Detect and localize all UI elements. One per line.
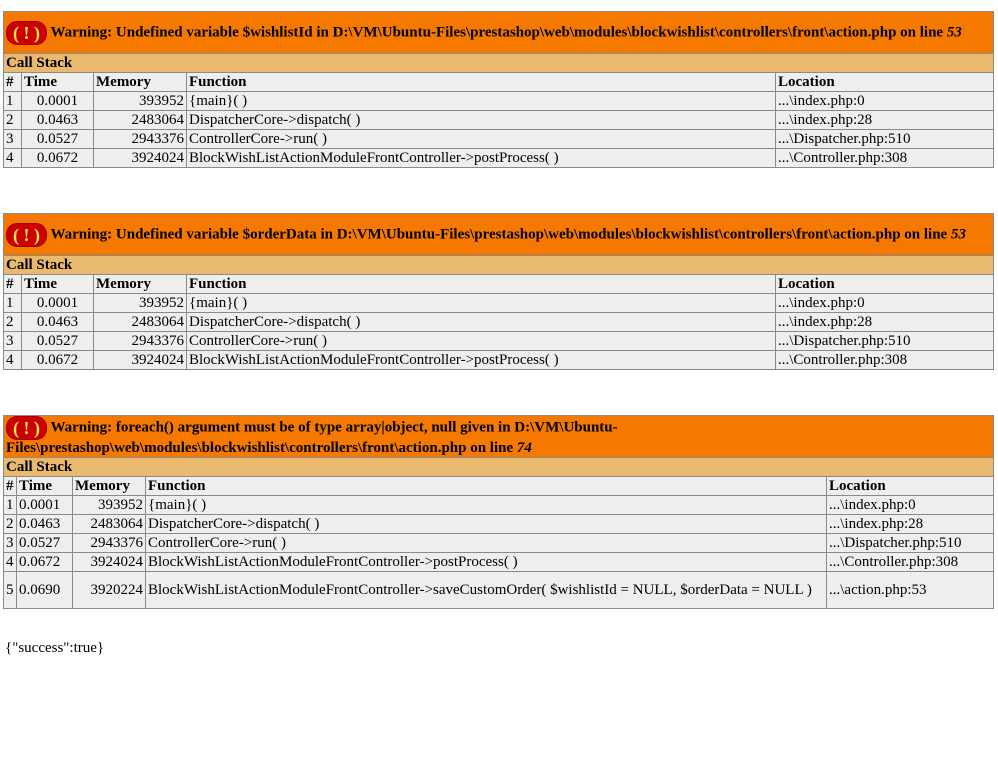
cell-location: ...\index.php:28 <box>776 313 994 332</box>
cell-time: 0.0001 <box>22 92 94 111</box>
error-line: 53 <box>950 225 966 242</box>
cell-function: {main}( ) <box>187 294 776 313</box>
cell-function: BlockWishListActionModuleFrontController->saveCustomOrder( $wishlistId = NULL, $orderData = NULL ) <box>146 572 827 609</box>
cell-function: ControllerCore->run( ) <box>146 534 827 553</box>
cell-time: 0.0527 <box>17 534 73 553</box>
cell-memory: 393952 <box>94 294 187 313</box>
cell-memory: 2483064 <box>73 515 146 534</box>
response-json-text: {"success":true} <box>5 640 105 656</box>
cell-memory: 3920224 <box>73 572 146 609</box>
error-message-2 <box>4 214 994 256</box>
cell-time: 0.0463 <box>22 313 94 332</box>
cell-location: ...\Controller.php:308 <box>776 149 994 168</box>
callstack-label: Call Stack <box>4 458 994 477</box>
cell-memory: 393952 <box>73 496 146 515</box>
cell-location: ...\index.php:0 <box>776 92 994 111</box>
col-header-num: # <box>4 477 17 496</box>
cell-function: DispatcherCore->dispatch( ) <box>187 313 776 332</box>
cell-num: 5 <box>4 572 17 609</box>
cell-function: ControllerCore->run( ) <box>187 332 776 351</box>
cell-memory: 2483064 <box>94 111 187 130</box>
cell-memory: 3924024 <box>73 553 146 572</box>
cell-num: 2 <box>4 515 17 534</box>
cell-time: 0.0672 <box>22 351 94 370</box>
error-text: Warning: foreach() argument must be of type array|object, null given in D:\VM\Ubuntu-Files\prestashop\web\modules\blockwishlist\controllers\front\action.php on line <box>6 419 618 456</box>
table-row <box>4 515 994 534</box>
col-header-location: Location <box>776 73 994 92</box>
warning-icon: ( ! ) <box>6 416 47 440</box>
col-header-location: Location <box>827 477 994 496</box>
cell-memory: 2943376 <box>73 534 146 553</box>
cell-memory: 3924024 <box>94 351 187 370</box>
cell-location: ...\Controller.php:308 <box>776 351 994 370</box>
cell-function: {main}( ) <box>187 92 776 111</box>
col-header-time: Time <box>17 477 73 496</box>
table-row <box>4 534 994 553</box>
cell-location: ...\Dispatcher.php:510 <box>827 534 994 553</box>
cell-function: DispatcherCore->dispatch( ) <box>146 515 827 534</box>
cell-num: 3 <box>4 332 22 351</box>
error-line: 74 <box>516 440 532 456</box>
cell-num: 3 <box>4 534 17 553</box>
col-header-location: Location <box>776 275 994 294</box>
cell-time: 0.0527 <box>22 332 94 351</box>
cell-memory: 2943376 <box>94 130 187 149</box>
col-header-memory: Memory <box>94 73 187 92</box>
error-line: 53 <box>946 23 962 40</box>
table-row <box>4 130 994 149</box>
error-message-1 <box>4 12 994 54</box>
callstack-label: Call Stack <box>4 54 994 73</box>
error-table-1 <box>3 11 994 168</box>
callstack-label: Call Stack <box>4 256 994 275</box>
cell-function: BlockWishListActionModuleFrontController->postProcess( ) <box>187 351 776 370</box>
col-header-function: Function <box>187 73 776 92</box>
cell-time: 0.0527 <box>22 130 94 149</box>
cell-function: BlockWishListActionModuleFrontController->postProcess( ) <box>187 149 776 168</box>
cell-function: DispatcherCore->dispatch( ) <box>187 111 776 130</box>
cell-num: 4 <box>4 351 22 370</box>
table-row <box>4 553 994 572</box>
table-row <box>4 332 994 351</box>
table-row <box>4 313 994 332</box>
table-row <box>4 111 994 130</box>
cell-num: 3 <box>4 130 22 149</box>
cell-num: 4 <box>4 553 17 572</box>
cell-location: ...\index.php:28 <box>827 515 994 534</box>
error-text: Warning: Undefined variable $orderData in D:\VM\Ubuntu-Files\prestashop\web\modules\blockwishlist\controllers\front\action.php on line <box>50 225 951 242</box>
cell-function: ControllerCore->run( ) <box>187 130 776 149</box>
cell-num: 2 <box>4 313 22 332</box>
cell-time: 0.0672 <box>17 553 73 572</box>
cell-location: ...\Controller.php:308 <box>827 553 994 572</box>
warning-icon: ( ! ) <box>6 223 47 247</box>
cell-time: 0.0463 <box>17 515 73 534</box>
table-row <box>4 294 994 313</box>
cell-time: 0.0001 <box>17 496 73 515</box>
cell-num: 4 <box>4 149 22 168</box>
cell-time: 0.0463 <box>22 111 94 130</box>
cell-location: ...\Dispatcher.php:510 <box>776 130 994 149</box>
cell-time: 0.0672 <box>22 149 94 168</box>
table-row <box>4 92 994 111</box>
cell-location: ...\index.php:0 <box>776 294 994 313</box>
col-header-function: Function <box>187 275 776 294</box>
error-table-3 <box>3 415 994 609</box>
col-header-memory: Memory <box>73 477 146 496</box>
col-header-num: # <box>4 275 22 294</box>
col-header-time: Time <box>22 275 94 294</box>
cell-function: {main}( ) <box>146 496 827 515</box>
cell-location: ...\index.php:0 <box>827 496 994 515</box>
table-row <box>4 351 994 370</box>
error-text: Warning: Undefined variable $wishlistId in D:\VM\Ubuntu-Files\prestashop\web\modules\blockwishlist\controllers\front\action.php on line <box>50 23 947 40</box>
col-header-num: # <box>4 73 22 92</box>
table-row <box>4 149 994 168</box>
cell-memory: 2483064 <box>94 313 187 332</box>
cell-time: 0.0690 <box>17 572 73 609</box>
cell-location: ...\index.php:28 <box>776 111 994 130</box>
cell-location: ...\action.php:53 <box>827 572 994 609</box>
error-message-3 <box>4 416 994 458</box>
cell-time: 0.0001 <box>22 294 94 313</box>
cell-num: 1 <box>4 92 22 111</box>
cell-memory: 3924024 <box>94 149 187 168</box>
cell-function: BlockWishListActionModuleFrontController->postProcess( ) <box>146 553 827 572</box>
table-row <box>4 496 994 515</box>
col-header-time: Time <box>22 73 94 92</box>
warning-icon: ( ! ) <box>6 21 47 45</box>
cell-memory: 393952 <box>94 92 187 111</box>
error-table-2 <box>3 213 994 370</box>
table-row <box>4 572 994 609</box>
cell-location: ...\Dispatcher.php:510 <box>776 332 994 351</box>
cell-num: 2 <box>4 111 22 130</box>
cell-num: 1 <box>4 294 22 313</box>
cell-num: 1 <box>4 496 17 515</box>
col-header-function: Function <box>146 477 827 496</box>
cell-memory: 2943376 <box>94 332 187 351</box>
col-header-memory: Memory <box>94 275 187 294</box>
